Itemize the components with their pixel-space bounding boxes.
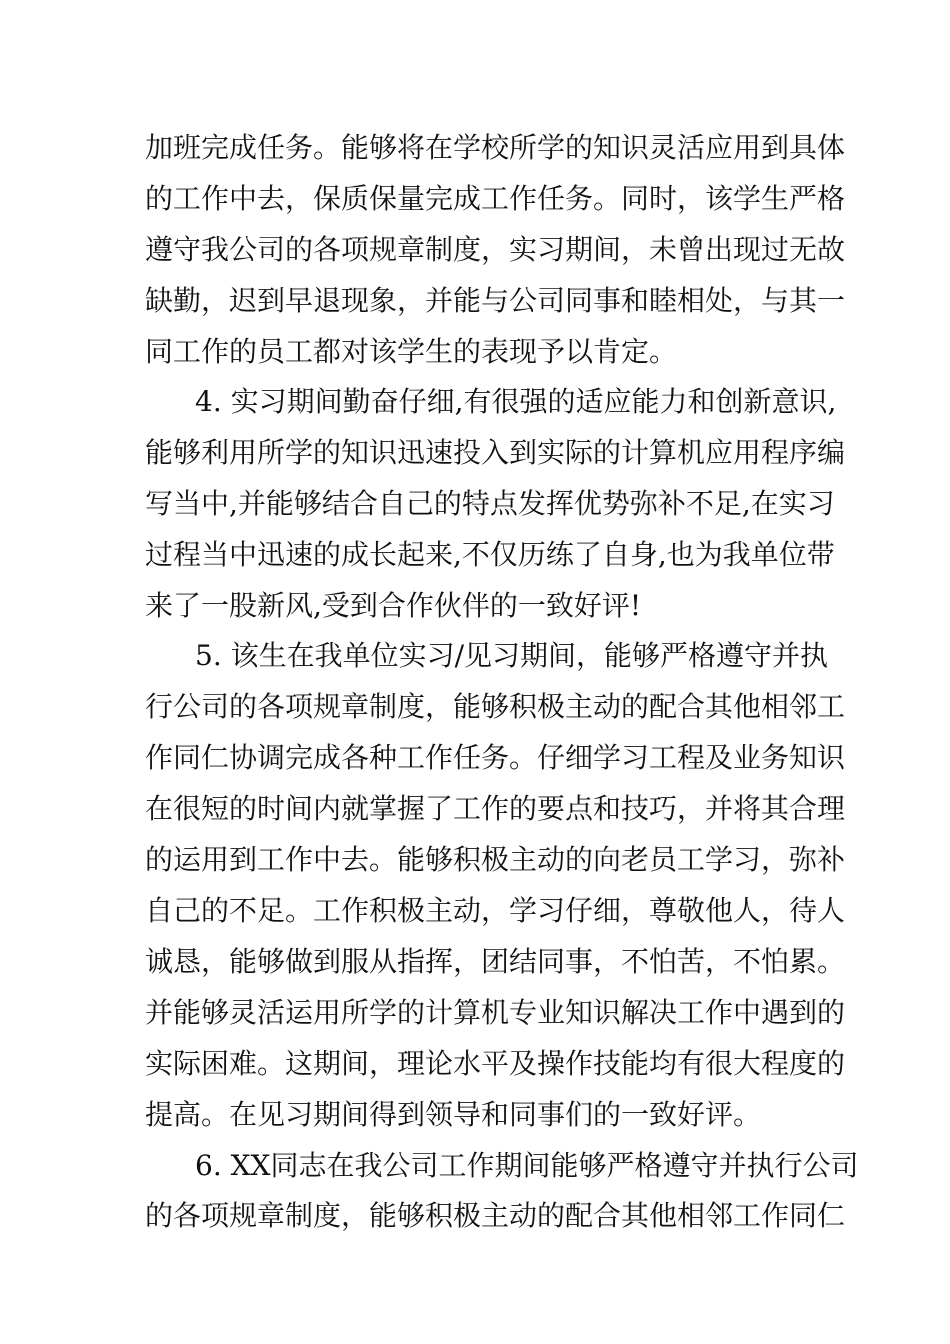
text-line: 自己的不足。工作积极主动，学习仔细，尊敬他人，待人 (145, 894, 846, 927)
text-line: 加班完成任务。能够将在学校所学的知识灵活应用到具体 (145, 131, 846, 164)
text-line: 过程当中迅速的成长起来,不仅历练了自身,也为我单位带 (145, 538, 835, 571)
text-line: 并能够灵活运用所学的计算机专业知识解决工作中遇到的 (145, 996, 846, 1029)
text-line: 遵守我公司的各项规章制度，实习期间，未曾出现过无故 (145, 233, 846, 266)
text-line: 来了一股新风,受到合作伙伴的一致好评! (145, 589, 642, 622)
text-line: 提高。在见习期间得到领导和同事们的一致好评。 (145, 1098, 762, 1131)
text-line: 的各项规章制度，能够积极主动的配合其他相邻工作同仁 (145, 1199, 846, 1232)
paragraph-6-start: 6. XX同志在我公司工作期间能够严格遵守并执行公司 (195, 1149, 859, 1182)
paragraph-5-start: 5. 该生在我单位实习/见习期间，能够严格遵守并执 (195, 639, 829, 672)
text-line: 在很短的时间内就掌握了工作的要点和技巧，并将其合理 (145, 792, 846, 825)
text-line: 作同仁协调完成各种工作任务。仔细学习工程及业务知识 (145, 741, 846, 774)
text-line: 的工作中去，保质保量完成工作任务。同时，该学生严格 (145, 182, 846, 215)
paragraph-4-start: 4. 实习期间勤奋仔细,有很强的适应能力和创新意识, (195, 385, 837, 418)
text-line: 诚恳，能够做到服从指挥，团结同事，不怕苦，不怕累。 (145, 945, 846, 978)
text-line: 缺勤，迟到早退现象，并能与公司同事和睦相处，与其一 (145, 284, 846, 317)
text-line: 能够利用所学的知识迅速投入到实际的计算机应用程序编 (145, 436, 846, 469)
text-line: 行公司的各项规章制度，能够积极主动的配合其他相邻工 (145, 690, 846, 723)
text-line: 的运用到工作中去。能够积极主动的向老员工学习，弥补 (145, 843, 846, 876)
text-line: 写当中,并能够结合自己的特点发挥优势弥补不足,在实习 (145, 487, 835, 520)
text-line: 同工作的员工都对该学生的表现予以肯定。 (145, 335, 678, 368)
text-line: 实际困难。这期间，理论水平及操作技能均有很大程度的 (145, 1047, 846, 1080)
